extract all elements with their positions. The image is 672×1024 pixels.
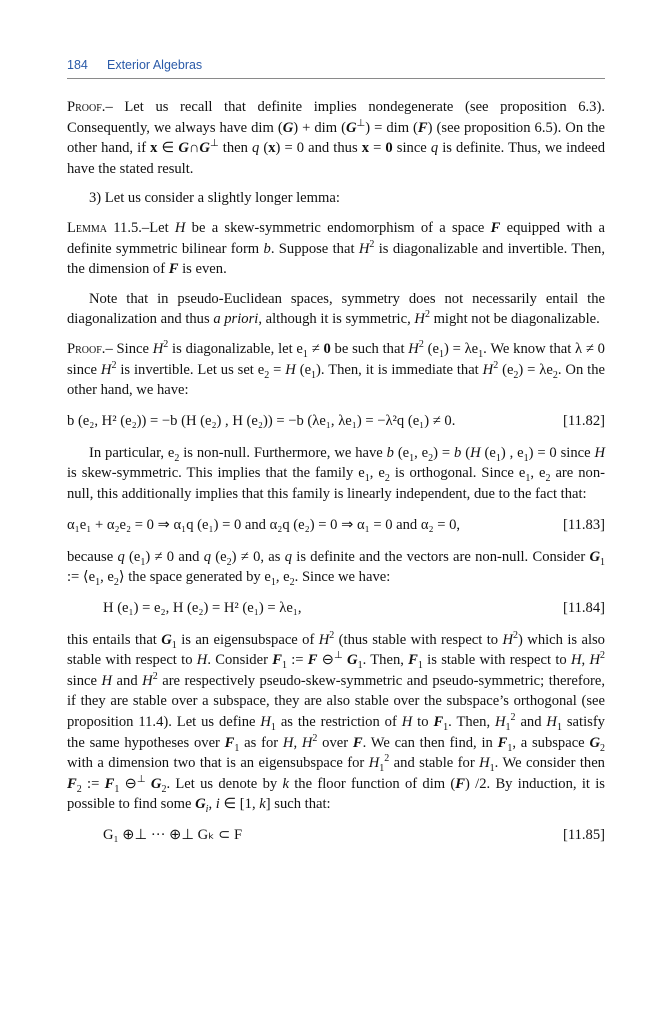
equation-11-82 [67, 411, 605, 432]
because-paragraph: because q $(e_1) \ne 0$ and q $(e_2) \ne 0$, as q is definite and the vectors are non-null. Consider $G_1$ := $⟨e_1$, $e_2⟩$ the space generated by $e_1$, $e_2$. Since we have: [67, 548, 605, 588]
equation-11-84 [67, 598, 605, 619]
equation-number: [11.85] [562, 827, 605, 844]
proof-paragraph-1: Proof.– Let us recall that definite implies nondegenerate (see proposition 6.3). Consequently, we always have dim (G) + dim (G⊥) = dim (F) (see proposition 6.5). On the other hand, if x ∈ G∩G⊥ then q (x) = 0 and thus x = 0 since q is definite. Thus, we indeed have the stated result. [67, 99, 605, 177]
note-paragraph: Note that in pseudo-Euclidean spaces, symmetry does not necessarily entail the diagonalization and thus a priori, although it is symmetric, $H^2$ might not be diagonalizable. [67, 290, 605, 328]
equation-number: [11.82] [562, 412, 605, 429]
page-body [67, 97, 605, 857]
page-number: 184 [67, 58, 88, 72]
equation-number: [11.84] [562, 599, 605, 616]
equation-body: α₁e₁ + α₂e₂ = 0 ⇒ α₁q (e₁) = 0 and α₂q (e₂) = 0 ⇒ α₁ = 0 and α₂ = 0, [67, 516, 461, 533]
entails-paragraph: this entails that $G_1$ is an eigensubspace of $H^2$ (thus stable with respect to $H^2$) which is also stable with respect to H. Consider $F_1$ := F ⊖⊥ $G_1$. Then, $F_1$ is stable with respect to H, $H^2$ since H and $H^2$ are respectively pseudo-skew-symmetric and pseudo-symmetric; therefore, if they are stable over a subspace, they are also stable over the subspace’s orthogonal (see proposition 11.4). Let us define $H_1$ as the restriction of H to $F_1$. Then, $H_1^2$ and $H_1$ satisfy the same hypotheses over $F_1$ as for H, $H^2$ over F. We can then find, in $F_1$, a subspace $G_2$ with a dimension two that is an eigensubspace for $H_1^2$ and stable for $H_1$. We consider then $F_2$ := $F_1$ ⊖⊥ $G_2$. Let us denote by k the floor function of dim (F) /2. By induction, it is possible to find some $G_i$, i ∈ [1, k] such that: [67, 629, 606, 816]
item-3: 3) Let us consider a slightly longer lemma: [89, 190, 340, 207]
proof-paragraph-2: Proof.– Since $H^2$ is diagonalizable, let $e_1 \ne 0$ be such that $H^2$ $(e_1) = \lambda e_1$. We know that λ ≠ 0 since $H^2$ is invertible. Let us set $e_2 = H$ $(e_1)$. Then, it is immediate that $H^2$ $(e_2) = \lambda e_2$. On the other hand, we have: [67, 339, 605, 399]
equation-body: G₁ ⊕⊥ ··· ⊕⊥ Gₖ ⊂ F [103, 827, 243, 844]
equation-body: b (e₂, H² (e₂)) = −b (H (e₂) , H (e₂)) = −b (λe₁, λe₁) = −λ²q (e₁) ≠ 0. [67, 412, 456, 429]
running-title: Exterior Algebras [107, 58, 203, 72]
equation-11-83 [67, 515, 605, 536]
particular-paragraph: In particular, $e_2$ is non-null. Furthermore, we have b ($e_1$, $e_2) = b$ (H $(e_1)$ , $e_1) = 0$ since H is skew-symmetric. This implies that the family $e_1$, $e_2$ is orthogonal. Since $e_1$, $e_2$ are non-null, this additionally implies that this family is linearly independent, due to the fact that: [67, 444, 606, 502]
equation-number: [11.83] [562, 516, 605, 533]
running-header [67, 56, 605, 79]
equation-11-85 [67, 825, 605, 846]
lemma-statement: Lemma 11.5.–Let H be a skew-symmetric endomorphism of a space F equipped with a definite symmetric bilinear form b. Suppose that $H^2$ is diagonalizable and invertible. Then, the dimension of F is even. [67, 219, 605, 278]
equation-body: H (e₁) = e₂, H (e₂) = H² (e₁) = λe₁, [103, 599, 302, 616]
